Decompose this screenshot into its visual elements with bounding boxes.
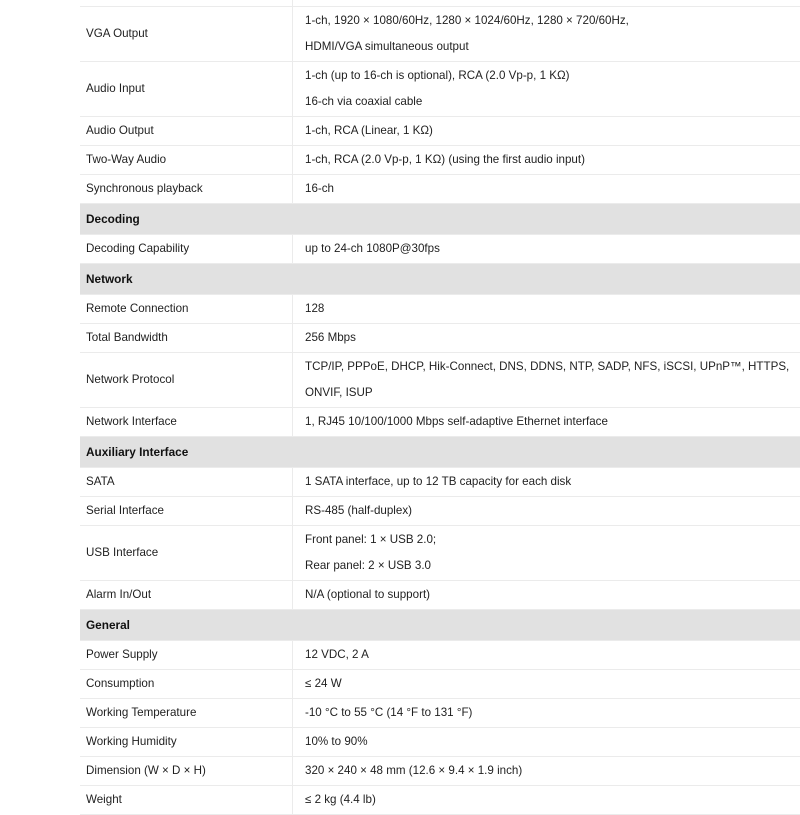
spec-value-cell <box>293 786 800 815</box>
spec-value-line: up to 24-ch 1080P@30fps <box>305 241 795 257</box>
spec-value-cell <box>293 670 800 699</box>
table-row <box>80 353 800 408</box>
spec-value-cell <box>293 62 800 117</box>
table-row <box>80 728 800 757</box>
spec-label-cell: Weight <box>80 786 293 815</box>
spec-value-cell <box>293 526 800 581</box>
spec-value-cell <box>293 497 800 526</box>
spec-value-cell <box>293 175 800 204</box>
spec-value-line: 10% to 90% <box>305 734 795 750</box>
section-header-label: Network <box>80 264 800 295</box>
section-header-label: Decoding <box>80 204 800 235</box>
spec-label-cell: Total Bandwidth <box>80 324 293 353</box>
table-row <box>80 7 800 62</box>
spec-label-cell: Audio Input <box>80 62 293 117</box>
spec-value-line: 1-ch (up to 16-ch is optional), RCA (2.0 Vp-p, 1 KΩ) <box>305 68 795 84</box>
spec-label-cell: Working Humidity <box>80 728 293 757</box>
spec-label-cell: Network Protocol <box>80 353 293 408</box>
spec-label-cell: Audio Output <box>80 117 293 146</box>
spec-value-cell <box>293 728 800 757</box>
spec-label-cell: Synchronous playback <box>80 175 293 204</box>
spec-label-cell: Network Interface <box>80 408 293 437</box>
spec-value-line: Front panel: 1 × USB 2.0; <box>305 532 795 548</box>
table-row <box>80 757 800 786</box>
spec-label-cell: Dimension (W × D × H) <box>80 757 293 786</box>
table-row <box>80 295 800 324</box>
spec-value-cell <box>293 641 800 670</box>
spec-value-line: ONVIF, ISUP <box>305 385 795 401</box>
spec-value-line: HDMI/VGA simultaneous output <box>305 39 795 55</box>
spec-value-line: 1-ch, RCA (Linear, 1 KΩ) <box>305 123 795 139</box>
spec-label-cell: Serial Interface <box>80 497 293 526</box>
spec-value-cell <box>293 324 800 353</box>
spec-value-line: 128 <box>305 301 795 317</box>
spec-label-cell: Consumption <box>80 670 293 699</box>
table-row <box>80 62 800 117</box>
table-row <box>80 497 800 526</box>
table-row <box>80 670 800 699</box>
table-row <box>80 526 800 581</box>
spec-label-cell: Decoding Capability <box>80 235 293 264</box>
table-row <box>80 699 800 728</box>
spec-value-line: 16-ch via coaxial cable <box>305 94 795 110</box>
spec-value-cell <box>293 117 800 146</box>
table-row <box>80 408 800 437</box>
spec-label-cell: Alarm In/Out <box>80 581 293 610</box>
spec-value-line: 320 × 240 × 48 mm (12.6 × 9.4 × 1.9 inch) <box>305 763 795 779</box>
spec-value-cell <box>293 7 800 62</box>
spec-value-cell <box>293 235 800 264</box>
table-row <box>80 117 800 146</box>
table-section-header-row <box>80 610 800 641</box>
spec-label-cell: USB Interface <box>80 526 293 581</box>
table-row <box>80 468 800 497</box>
table-row <box>80 786 800 815</box>
spec-value-cell <box>293 468 800 497</box>
spec-value-line: 1-ch, 1920 × 1080/60Hz, 1280 × 1024/60Hz, 1280 × 720/60Hz, <box>305 13 795 29</box>
table-row <box>80 146 800 175</box>
table-row <box>80 324 800 353</box>
spec-value-cell <box>293 408 800 437</box>
spec-value-line: 1 SATA interface, up to 12 TB capacity for each disk <box>305 474 795 490</box>
spec-label-cell: Remote Connection <box>80 295 293 324</box>
spec-value-cell <box>293 353 800 408</box>
table-section-header-row <box>80 264 800 295</box>
spec-value-cell <box>293 699 800 728</box>
spec-value-line: 1-ch, RCA (2.0 Vp-p, 1 KΩ) (using the first audio input) <box>305 152 795 168</box>
section-header-label: Auxiliary Interface <box>80 437 800 468</box>
spec-value-cell <box>293 146 800 175</box>
table-section-header-row <box>80 437 800 468</box>
spec-label-cell: Two-Way Audio <box>80 146 293 175</box>
spec-value-cell <box>293 581 800 610</box>
specification-table <box>80 0 800 815</box>
spec-value-cell <box>293 295 800 324</box>
specification-sheet <box>80 0 766 815</box>
spec-value-line: 12 VDC, 2 A <box>305 647 795 663</box>
spec-value-line: -10 °C to 55 °C (14 °F to 131 °F) <box>305 705 795 721</box>
table-row <box>80 175 800 204</box>
table-row <box>80 641 800 670</box>
spec-label-cell: Power Supply <box>80 641 293 670</box>
spec-label-cell: SATA <box>80 468 293 497</box>
table-row <box>80 581 800 610</box>
spec-value-line: RS-485 (half-duplex) <box>305 503 795 519</box>
spec-value-line: ≤ 24 W <box>305 676 795 692</box>
spec-value-line: 256 Mbps <box>305 330 795 346</box>
spec-value-cell <box>293 757 800 786</box>
table-section-header-row <box>80 204 800 235</box>
spec-value-line: ≤ 2 kg (4.4 lb) <box>305 792 795 808</box>
spec-label-cell: VGA Output <box>80 7 293 62</box>
spec-value-line: TCP/IP, PPPoE, DHCP, Hik-Connect, DNS, DDNS, NTP, SADP, NFS, iSCSI, UPnP™, HTTPS, <box>305 359 795 375</box>
spec-value-line: 16-ch <box>305 181 795 197</box>
table-row <box>80 235 800 264</box>
spec-value-line: Rear panel: 2 × USB 3.0 <box>305 558 795 574</box>
spec-label-cell: Working Temperature <box>80 699 293 728</box>
section-header-label: General <box>80 610 800 641</box>
spec-value-line: 1, RJ45 10/100/1000 Mbps self-adaptive Ethernet interface <box>305 414 795 430</box>
spec-value-line: N/A (optional to support) <box>305 587 795 603</box>
specification-table-body <box>80 0 800 815</box>
